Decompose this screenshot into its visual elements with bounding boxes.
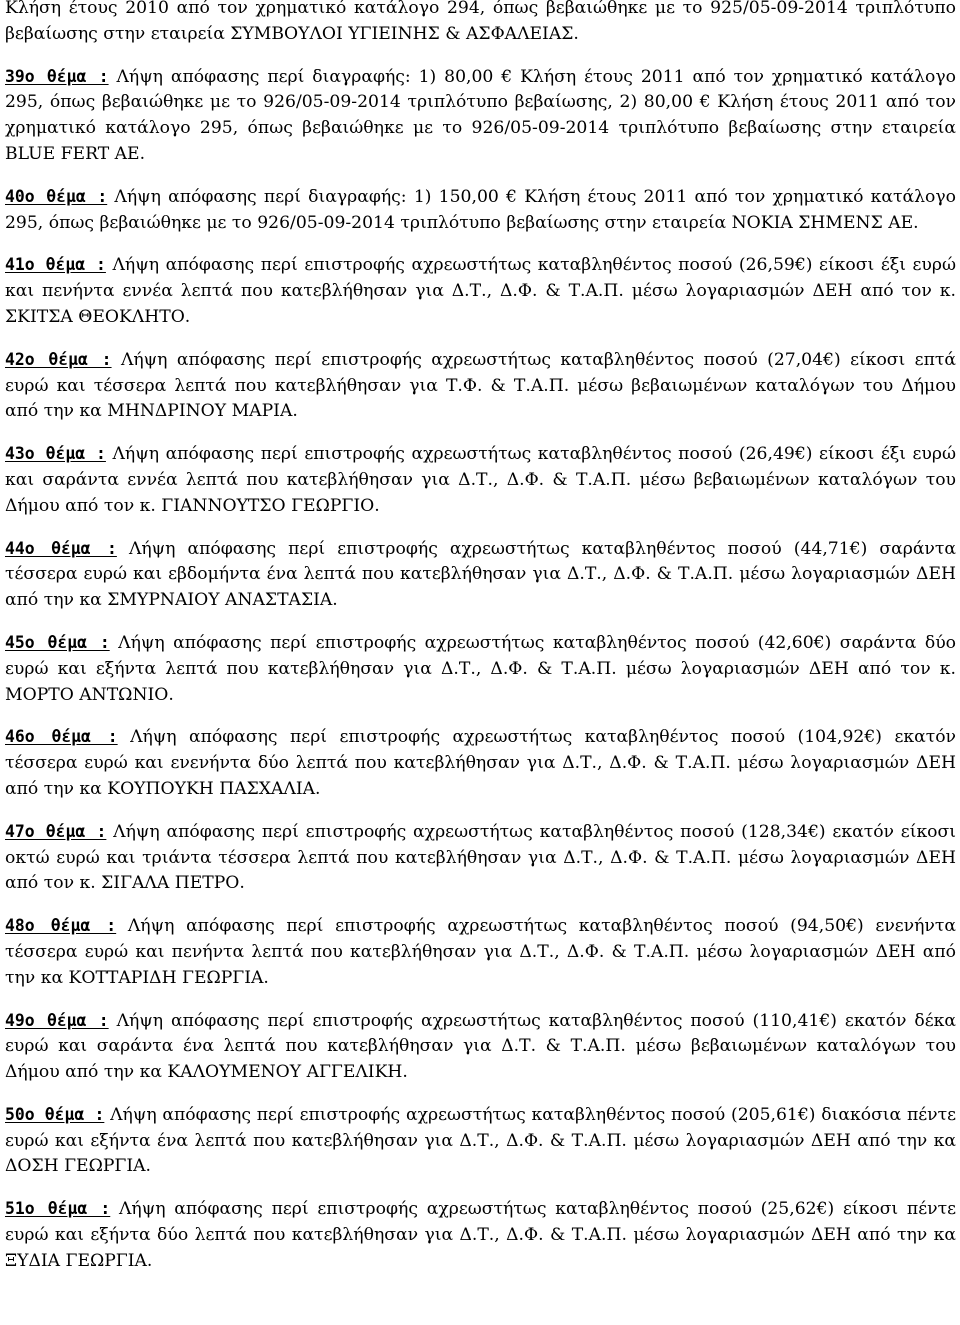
agenda-item-label: 49ο θέμα :: [5, 1010, 109, 1030]
agenda-item-text: Λήψη απόφασης περί επιστροφής αχρεωστήτως καταβληθέντος ποσού (104,92€) εκατόν τέσσερα ευρώ και ενενήντα δύο λεπτά που κατεβλήθησαν για Δ.Τ., Δ.Φ. & Τ.Α.Π. μέσω λογαριασμών ΔΕΗ από την κα ΚΟΥΠΟΥΚΗ ΠΑΣΧΑΛΙΑ.: [5, 727, 956, 799]
agenda-item-label: 45ο θέμα :: [5, 632, 110, 652]
agenda-item-45: [5, 630, 956, 708]
agenda-item-42: [5, 347, 956, 425]
agenda-item-text: Λήψη απόφασης περί επιστροφής αχρεωστήτως καταβληθέντος ποσού (26,59€) είκοσι έξι ευρώ και πενήντα εννέα λεπτά που κατεβλήθησαν για Δ.Τ., Δ.Φ. & Τ.Α.Π. μέσω λογαριασμών ΔΕΗ από τον κ. ΣΚΙΤΣΑ ΘΕΟΚΛΗΤΟ.: [5, 255, 956, 327]
agenda-item-text: Λήψη απόφασης περί επιστροφής αχρεωστήτως καταβληθέντος ποσού (110,41€) εκατόν δέκα ευρώ και σαράντα ένα λεπτά που κατεβλήθησαν για Δ.Τ. & Τ.Α.Π. μέσω βεβαιωμένων καταλόγων του Δήμου από την κα ΚΑΛΟΥΜΕΝΟΥ ΑΓΓΕΛΙΚΗ.: [5, 1010, 957, 1083]
agenda-item-label: 47ο θέμα :: [5, 821, 107, 841]
agenda-item-label: 41ο θέμα :: [5, 255, 106, 275]
agenda-item-text: Λήψη απόφασης περί επιστροφής αχρεωστήτως καταβληθέντος ποσού (94,50€) ενενήντα τέσσερα ευρώ και πενήντα λεπτά που κατεβλήθησαν για Δ.Τ., Δ.Φ. & Τ.Α.Π. μέσω λογαριασμών ΔΕΗ από την κα ΚΟΤΤΑΡΙΔΗ ΓΕΩΡΓΙΑ.: [5, 916, 956, 988]
agenda-item-label: 50ο θέμα :: [5, 1104, 105, 1124]
agenda-item-47: [5, 819, 956, 897]
agenda-item-43: [5, 441, 956, 519]
agenda-item-text: Λήψη απόφασης περί επιστροφής αχρεωστήτως καταβληθέντος ποσού (44,71€) σαράντα τέσσερα ευρώ και εβδομήντα ένα λεπτά που κατεβλήθησαν για Δ.Τ., Δ.Φ. & Τ.Α.Π. μέσω λογαριασμών ΔΕΗ από την κα ΣΜΥΡΝΑΙΟΥ ΑΝΑΣΤΑΣΙΑ.: [5, 538, 956, 611]
agenda-item-48: [5, 913, 956, 991]
agenda-item-text: Λήψη απόφασης περί διαγραφής: 1) 80,00 € Κλήση έτους 2011 από τον χρηματικό κατάλογο 295, όπως βεβαιώθηκε με το 926/05-09-2014 τριπλότυπο βεβαίωσης, 2) 80,00 € Κλήση έτους 2011 από τον χρηματικό κατάλογο 295, όπως βεβαιώθηκε με το 926/05-09-2014 τριπλότυπο βεβαίωσης στην εταιρεία BLUE FERT AE.: [5, 66, 957, 164]
agenda-item-41: [5, 252, 956, 330]
intro-paragraph: Κλήση έτους 2010 από τον χρηματικό κατάλογο 294, όπως βεβαιώθηκε με το 925/05-09-2014 τριπλότυπο βεβαίωσης στην εταιρεία ΣΥΜΒΟΥΛΟΙ ΥΓΙΕΙΝΗΣ & ΑΣΦΑΛΕΙΑΣ.: [5, 0, 956, 44]
agenda-item-39: [5, 64, 956, 168]
agenda-item-text: Λήψη απόφασης περί επιστροφής αχρεωστήτως καταβληθέντος ποσού (128,34€) εκατόν είκοσι οκτώ ευρώ και τριάντα τέσσερα λεπτά που κατεβλήθησαν για Δ.Τ., Δ.Φ. & Τ.Α.Π. μέσω λογαριασμών ΔΕΗ από τον κ. ΣΙΓΑΛΑ ΠΕΤΡΟ.: [5, 821, 957, 894]
agenda-item-46: [5, 724, 956, 802]
agenda-item-49: [5, 1008, 956, 1086]
agenda-item-label: 51ο θέμα :: [5, 1199, 111, 1219]
agenda-item-51: [5, 1196, 956, 1274]
agenda-item-label: 39ο θέμα :: [5, 66, 109, 86]
agenda-item-label: 46ο θέμα :: [5, 727, 118, 747]
agenda-item-40: [5, 184, 956, 237]
agenda-item-text: Λήψη απόφασης περί επιστροφής αχρεωστήτως καταβληθέντος ποσού (205,61€) διακόσια πέντε ευρώ και εξήντα ένα λεπτά που κατεβλήθησαν για Δ.Τ., Δ.Φ. & Τ.Α.Π. μέσω λογαριασμών ΔΕΗ από την κα ΔΟΣΗ ΓΕΩΡΓΙΑ.: [5, 1104, 957, 1177]
agenda-item-text: Λήψη απόφασης περί επιστροφής αχρεωστήτως καταβληθέντος ποσού (42,60€) σαράντα δύο ευρώ και εξήντα λεπτά που κατεβλήθησαν για Δ.Τ., Δ.Φ. & Τ.Α.Π. μέσω λογαριασμών ΔΕΗ από τον κ. ΜΟΡΤΟ ΑΝΤΩΝΙΟ.: [5, 632, 956, 705]
agenda-item-label: 42ο θέμα :: [5, 349, 112, 369]
agenda-item-label: 48ο θέμα :: [5, 916, 117, 936]
agenda-item-44: [5, 536, 956, 614]
agenda-item-text: Λήψη απόφασης περί διαγραφής: 1) 150,00 € Κλήση έτους 2011 από τον χρηματικό κατάλογο 295, όπως βεβαιώθηκε με το 926/05-09-2014 τριπλότυπο βεβαίωσης στην εταιρεία ΝΟΚΙΑ ΣΗΜΕΝΣ ΑΕ.: [5, 186, 956, 233]
agenda-item-text: Λήψη απόφασης περί επιστροφής αχρεωστήτως καταβληθέντος ποσού (27,04€) είκοσι επτά ευρώ και τέσσερα λεπτά που κατεβλήθησαν για Τ.Φ. & Τ.Α.Π. μέσω βεβαιωμένων καταλόγων του Δήμου από την κα ΜΗΝΔΡΙΝΟΥ ΜΑΡΙΑ.: [5, 349, 956, 422]
agenda-item-label: 44ο θέμα :: [5, 538, 117, 558]
agenda-item-label: 43ο θέμα :: [5, 444, 106, 464]
agenda-item-label: 40ο θέμα :: [5, 186, 108, 206]
agenda-item-text: Λήψη απόφασης περί επιστροφής αχρεωστήτως καταβληθέντος ποσού (26,49€) είκοσι έξι ευρώ και σαράντα εννέα λεπτά που κατεβλήθησαν για Δ.Τ., Δ.Φ. & Τ.Α.Π. μέσω βεβαιωμένων καταλόγων του Δήμου από τον κ. ΓΙΑΝΝΟΥΤΣΟ ΓΕΩΡΓΙΟ.: [5, 444, 956, 516]
agenda-item-50: [5, 1102, 956, 1180]
agenda-item-text: Λήψη απόφασης περί επιστροφής αχρεωστήτως καταβληθέντος ποσού (25,62€) είκοσι πέντε ευρώ και εξήντα δύο λεπτά που κατεβλήθησαν για Δ.Τ., Δ.Φ. & Τ.Α.Π. μέσω λογαριασμών ΔΕΗ από την κα ΞΥΔΙΑ ΓΕΩΡΓΙΑ.: [5, 1199, 956, 1271]
